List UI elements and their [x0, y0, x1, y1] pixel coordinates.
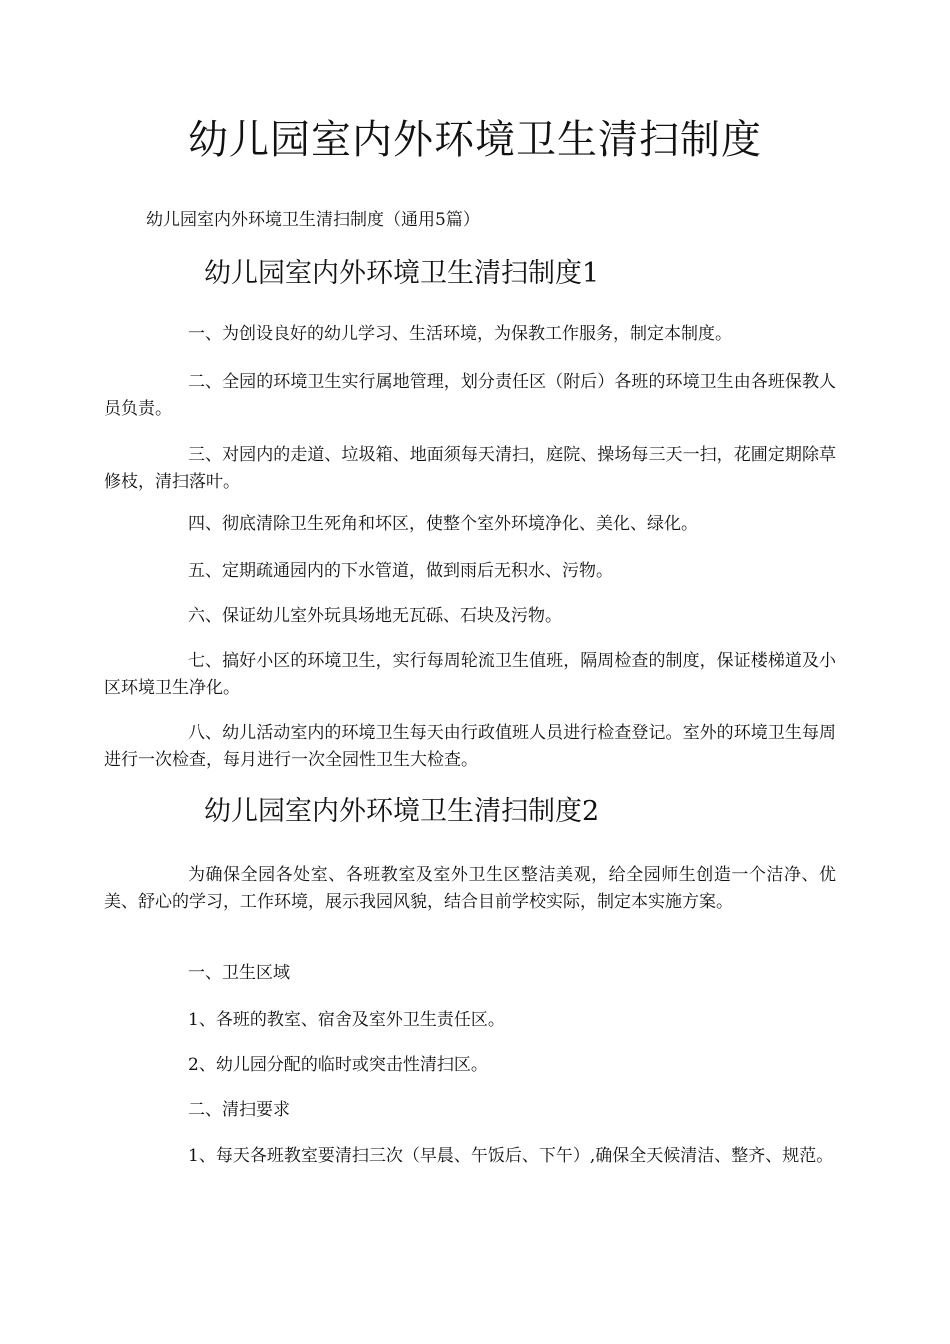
- section-2-paragraph-5: 二、清扫要求: [188, 1100, 290, 1120]
- section-2-paragraph-4: 2、幼儿园分配的临时或突击性清扫区。: [188, 1055, 488, 1075]
- section-2-heading: 幼儿园室内外环境卫生清扫制度2: [204, 796, 600, 827]
- section-2-paragraph-1: 为确保全园各处室、各班教室及室外卫生区整洁美观，给全园师生创造一个洁净、优美、舒心的学习，工作环境，展示我园风貌，结合目前学校实际，制定本实施方案。: [104, 865, 836, 912]
- section-1-paragraph-6: 六、保证幼儿室外玩具场地无瓦砾、石块及污物。: [188, 606, 562, 626]
- section-1-paragraph-5: 五、定期疏通园内的下水管道，做到雨后无积水、污物。: [188, 561, 613, 581]
- section-2-paragraph-6: 1、每天各班教室要清扫三次（早晨、午饭后、下午）,确保全天候清洁、整齐、规范。: [188, 1146, 834, 1166]
- section-1-paragraph-2: 二、全园的环境卫生实行属地管理，划分责任区（附后）各班的环境卫生由各班保教人员负责。: [104, 372, 836, 419]
- document-title: 幼儿园室内外环境卫生清扫制度: [188, 117, 762, 163]
- section-2-paragraph-3: 1、各班的教室、宿舍及室外卫生责任区。: [188, 1010, 505, 1030]
- section-2-paragraph-2: 一、卫生区域: [188, 963, 290, 983]
- section-1-paragraph-7: 七、搞好小区的环境卫生，实行每周轮流卫生值班，隔周检查的制度，保证楼梯道及小区环境卫生净化。: [104, 651, 836, 698]
- section-1-paragraph-1: 一、为创设良好的幼儿学习、生活环境，为保教工作服务，制定本制度。: [188, 324, 732, 344]
- document-subtitle: 幼儿园室内外环境卫生清扫制度（通用5篇）: [146, 210, 480, 230]
- section-1-paragraph-8: 八、幼儿活动室内的环境卫生每天由行政值班人员进行检查登记。室外的环境卫生每周进行一次检查，每月进行一次全园性卫生大检查。: [104, 723, 836, 770]
- section-1-paragraph-4: 四、彻底清除卫生死角和坏区，使整个室外环境净化、美化、绿化。: [188, 514, 698, 534]
- section-1-paragraph-3: 三、对园内的走道、垃圾箱、地面须每天清扫，庭院、操场每三天一扫，花圃定期除草修枝，清扫落叶。: [104, 445, 836, 492]
- section-1-heading: 幼儿园室内外环境卫生清扫制度1: [204, 258, 600, 289]
